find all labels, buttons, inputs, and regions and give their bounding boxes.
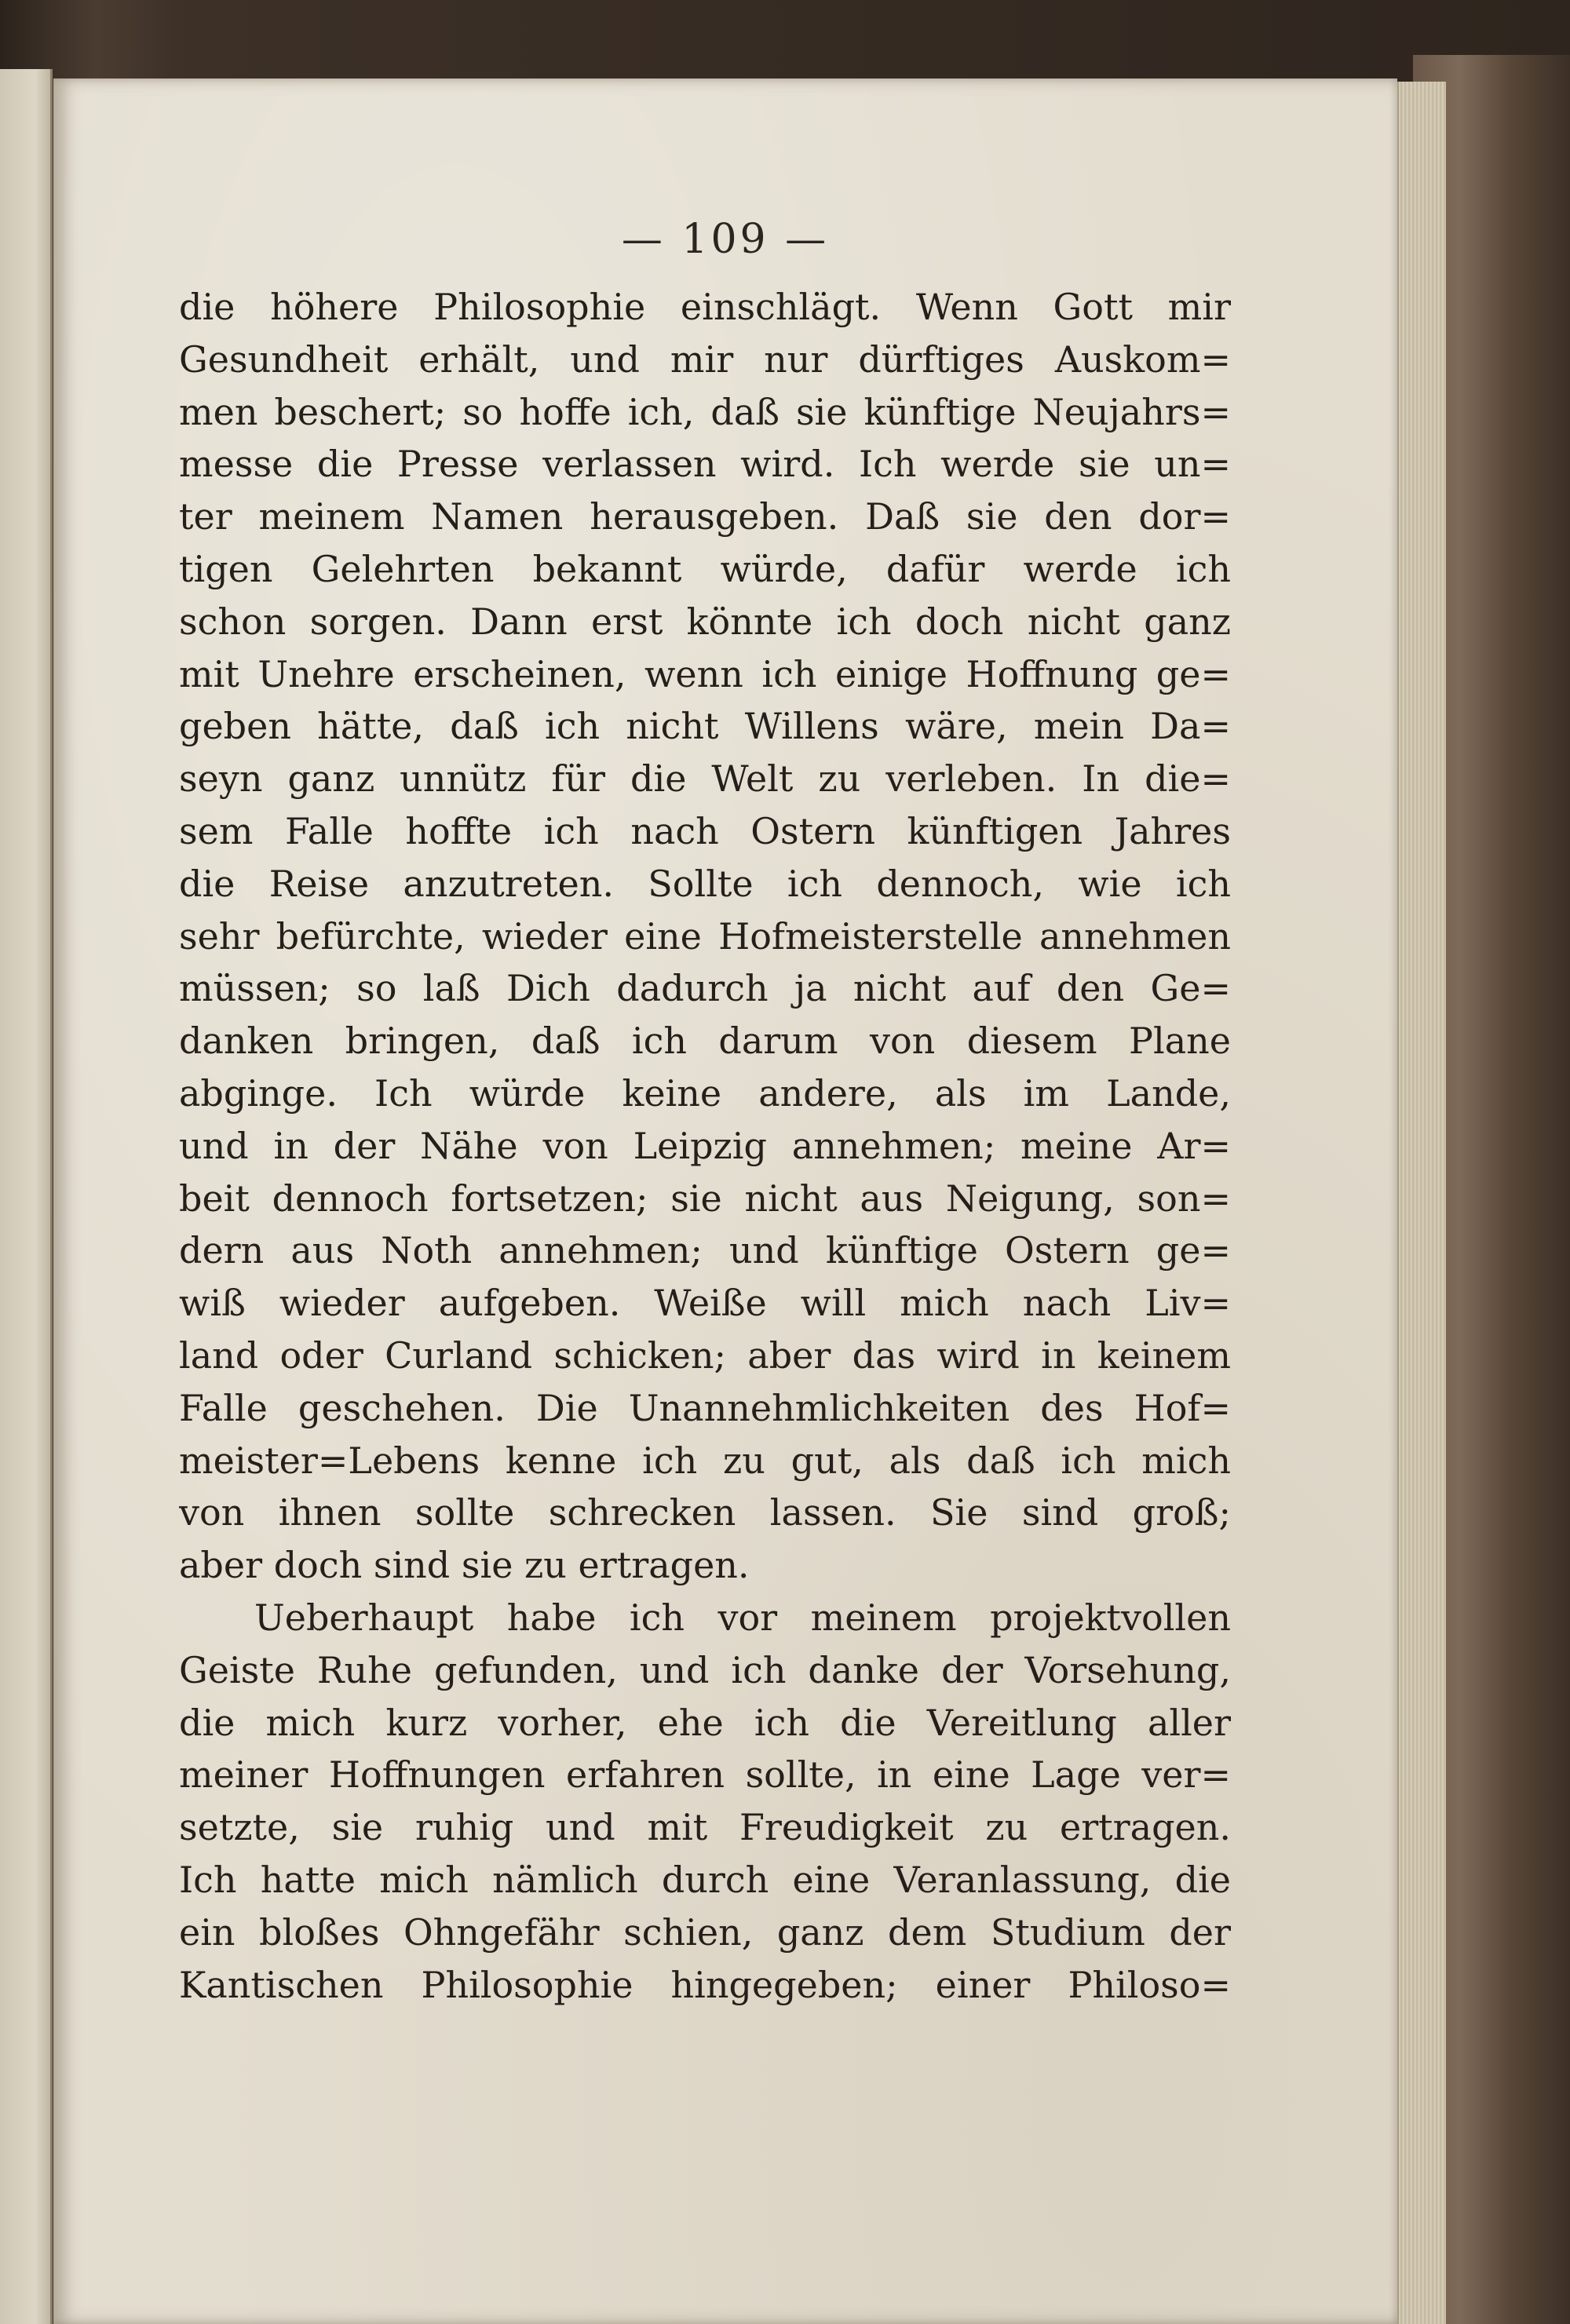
text-line: dern aus Noth annehmen; und künftige Ostern ge= xyxy=(179,1229,1231,1272)
text-line: sehr befürchte, wieder eine Hofmeisterstelle annehmen xyxy=(179,914,1231,958)
text-line: meiner Hoffnungen erfahren sollte, in eine Lage ver= xyxy=(179,1753,1231,1797)
text-line: setzte, sie ruhig und mit Freudigkeit zu ertragen. xyxy=(179,1806,1231,1849)
text-line: tigen Gelehrten bekannt würde, dafür werde ich xyxy=(179,547,1231,590)
text-line: danken bringen, daß ich darum von diesem Plane xyxy=(179,1020,1231,1063)
text-line: Geiste Ruhe gefunden, und ich danke der Vorsehung, xyxy=(179,1648,1231,1691)
text-line: Kantischen Philosophie hingegeben; einer Philoso= xyxy=(179,1963,1231,2006)
text-line: abginge. Ich würde keine andere, als im Lande, xyxy=(179,1071,1231,1115)
text-line: müssen; so laß Dich dadurch ja nicht auf den Ge= xyxy=(179,967,1231,1010)
page-number: — 109 — xyxy=(621,216,830,263)
text-line: Ich hatte mich nämlich durch eine Veranlassung, die xyxy=(179,1858,1231,1901)
book-page xyxy=(53,78,1397,2324)
text-line: wiß wieder aufgeben. Weiße will mich nach Liv= xyxy=(179,1282,1231,1325)
text-line: seyn ganz unnütz für die Welt zu verleben. In die= xyxy=(179,757,1231,801)
text-line: beit dennoch fortsetzen; sie nicht aus Neigung, son= xyxy=(179,1177,1231,1220)
text-line: mit Unehre erscheinen, wenn ich einige Hoffnung ge= xyxy=(179,652,1231,695)
text-line: ein bloßes Ohngefähr schien, ganz dem Studium der xyxy=(179,1910,1231,1954)
text-line: Ueberhaupt habe ich vor meinem projektvollen xyxy=(254,1596,1231,1639)
text-line: aber doch sind sie zu ertragen. xyxy=(179,1544,750,1587)
text-line: von ihnen sollte schrecken lassen. Sie sind groß; xyxy=(179,1491,1231,1534)
text-line: schon sorgen. Dann erst könnte ich doch nicht ganz xyxy=(179,600,1231,643)
text-line: meister=Lebens kenne ich zu gut, als daß ich mich xyxy=(179,1439,1231,1482)
left-facing-page xyxy=(0,69,53,2324)
text-line: men beschert; so hoffe ich, daß sie künftige Neujahrs= xyxy=(179,390,1231,433)
text-line: geben hätte, daß ich nicht Willens wäre, mein Da= xyxy=(179,705,1231,748)
text-line: ter meinem Namen herausgeben. Daß sie den dor= xyxy=(179,495,1231,538)
text-line: die mich kurz vorher, ehe ich die Vereitlung aller xyxy=(179,1701,1231,1744)
page-text xyxy=(179,281,1231,2011)
text-line: land oder Curland schicken; aber das wird in keinem xyxy=(179,1333,1231,1377)
page-edges xyxy=(1397,82,1446,2324)
text-line: sem Falle hoffte ich nach Ostern künftigen Jahres xyxy=(179,809,1231,852)
text-line: Gesundheit erhält, und mir nur dürftiges Auskom= xyxy=(179,337,1231,381)
text-line: und in der Nähe von Leipzig annehmen; meine Ar= xyxy=(179,1124,1231,1167)
text-line: Falle geschehen. Die Unannehmlichkeiten des Hof= xyxy=(179,1386,1231,1429)
text-line: messe die Presse verlassen wird. Ich werde sie un= xyxy=(179,443,1231,486)
text-line: die Reise anzutreten. Sollte ich dennoch, wie ich xyxy=(179,862,1231,905)
text-line: die höhere Philosophie einschlägt. Wenn Gott mir xyxy=(179,286,1231,328)
